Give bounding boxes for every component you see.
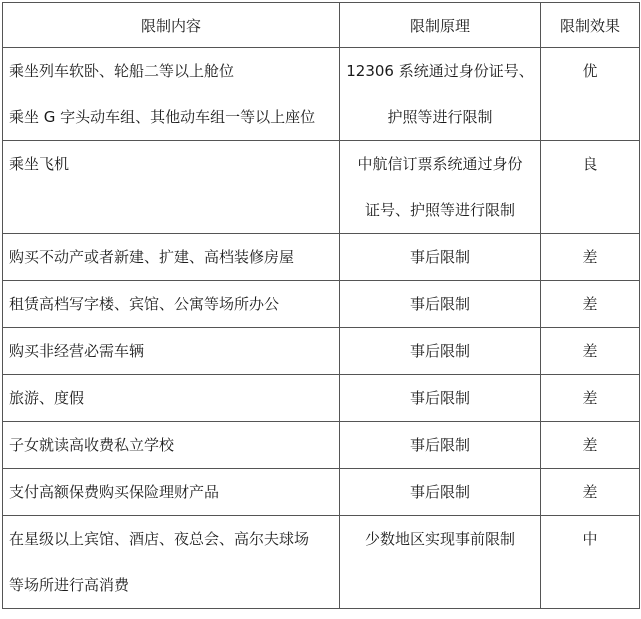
header-row bbox=[3, 3, 640, 48]
effect-value: 差 bbox=[582, 342, 598, 360]
effect-value: 良 bbox=[582, 155, 598, 173]
content-cell bbox=[3, 422, 340, 469]
content-line: 购买非经营必需车辆 bbox=[9, 342, 145, 360]
principle-line: 事后限制 bbox=[409, 342, 470, 360]
table-row bbox=[3, 469, 640, 516]
principle-cell bbox=[340, 422, 541, 469]
effect-cell bbox=[541, 375, 640, 422]
header-content: 限制内容 bbox=[3, 3, 340, 48]
effect-value: 差 bbox=[582, 295, 598, 313]
content-cell bbox=[3, 234, 340, 281]
principle-line: 事后限制 bbox=[409, 483, 470, 501]
principle-cell bbox=[340, 469, 541, 516]
content-line: 购买不动产或者新建、扩建、高档装修房屋 bbox=[9, 248, 295, 266]
principle-line: 护照等进行限制 bbox=[387, 108, 493, 126]
effect-cell bbox=[541, 422, 640, 469]
content-cell bbox=[3, 375, 340, 422]
content-cell bbox=[3, 328, 340, 375]
content-line: 旅游、度假 bbox=[9, 389, 85, 407]
principle-cell bbox=[340, 516, 541, 609]
content-line: 支付高额保费购买保险理财产品 bbox=[9, 483, 220, 501]
content-line: 等场所进行高消费 bbox=[9, 576, 130, 594]
content-line: 租赁高档写字楼、宾馆、公寓等场所办公 bbox=[9, 295, 280, 313]
principle-cell bbox=[340, 234, 541, 281]
header-effect: 限制效果 bbox=[541, 3, 640, 48]
content-cell bbox=[3, 469, 340, 516]
principle-line: 中航信订票系统通过身份 bbox=[357, 155, 523, 173]
table-row bbox=[3, 422, 640, 469]
effect-cell bbox=[541, 281, 640, 328]
table-row bbox=[3, 516, 640, 609]
content-line: 乘坐 G 字头动车组、其他动车组一等以上座位 bbox=[9, 108, 316, 126]
principle-cell bbox=[340, 141, 541, 234]
principle-cell bbox=[340, 328, 541, 375]
principle-line: 事后限制 bbox=[409, 295, 470, 313]
restriction-table bbox=[2, 2, 640, 609]
effect-value: 差 bbox=[582, 483, 598, 501]
content-cell bbox=[3, 281, 340, 328]
principle-cell bbox=[340, 48, 541, 141]
table-row bbox=[3, 234, 640, 281]
effect-cell bbox=[541, 469, 640, 516]
effect-value: 差 bbox=[582, 389, 598, 407]
principle-line: 12306 系统通过身份证号、 bbox=[346, 62, 534, 80]
table-row bbox=[3, 328, 640, 375]
principle-line: 事后限制 bbox=[409, 248, 470, 266]
header-principle: 限制原理 bbox=[340, 3, 541, 48]
table-row bbox=[3, 281, 640, 328]
principle-cell bbox=[340, 281, 541, 328]
effect-cell bbox=[541, 48, 640, 141]
effect-value: 差 bbox=[582, 248, 598, 266]
principle-cell bbox=[340, 375, 541, 422]
table-row bbox=[3, 375, 640, 422]
effect-cell bbox=[541, 234, 640, 281]
principle-line: 事后限制 bbox=[409, 389, 470, 407]
principle-line: 证号、护照等进行限制 bbox=[364, 201, 515, 219]
table-row bbox=[3, 48, 640, 141]
content-line: 乘坐飞机 bbox=[9, 155, 70, 173]
effect-value: 中 bbox=[582, 530, 598, 548]
content-line: 乘坐列车软卧、轮船二等以上舱位 bbox=[9, 62, 235, 80]
table-row bbox=[3, 141, 640, 234]
content-line: 子女就读高收费私立学校 bbox=[9, 436, 175, 454]
effect-value: 差 bbox=[582, 436, 598, 454]
content-line: 在星级以上宾馆、酒店、夜总会、高尔夫球场 bbox=[9, 530, 310, 548]
content-cell bbox=[3, 516, 340, 609]
effect-cell bbox=[541, 141, 640, 234]
principle-line: 少数地区实现事前限制 bbox=[364, 530, 515, 548]
effect-cell bbox=[541, 516, 640, 609]
effect-value: 优 bbox=[582, 62, 598, 80]
effect-cell bbox=[541, 328, 640, 375]
principle-line: 事后限制 bbox=[409, 436, 470, 454]
content-cell bbox=[3, 48, 340, 141]
content-cell bbox=[3, 141, 340, 234]
